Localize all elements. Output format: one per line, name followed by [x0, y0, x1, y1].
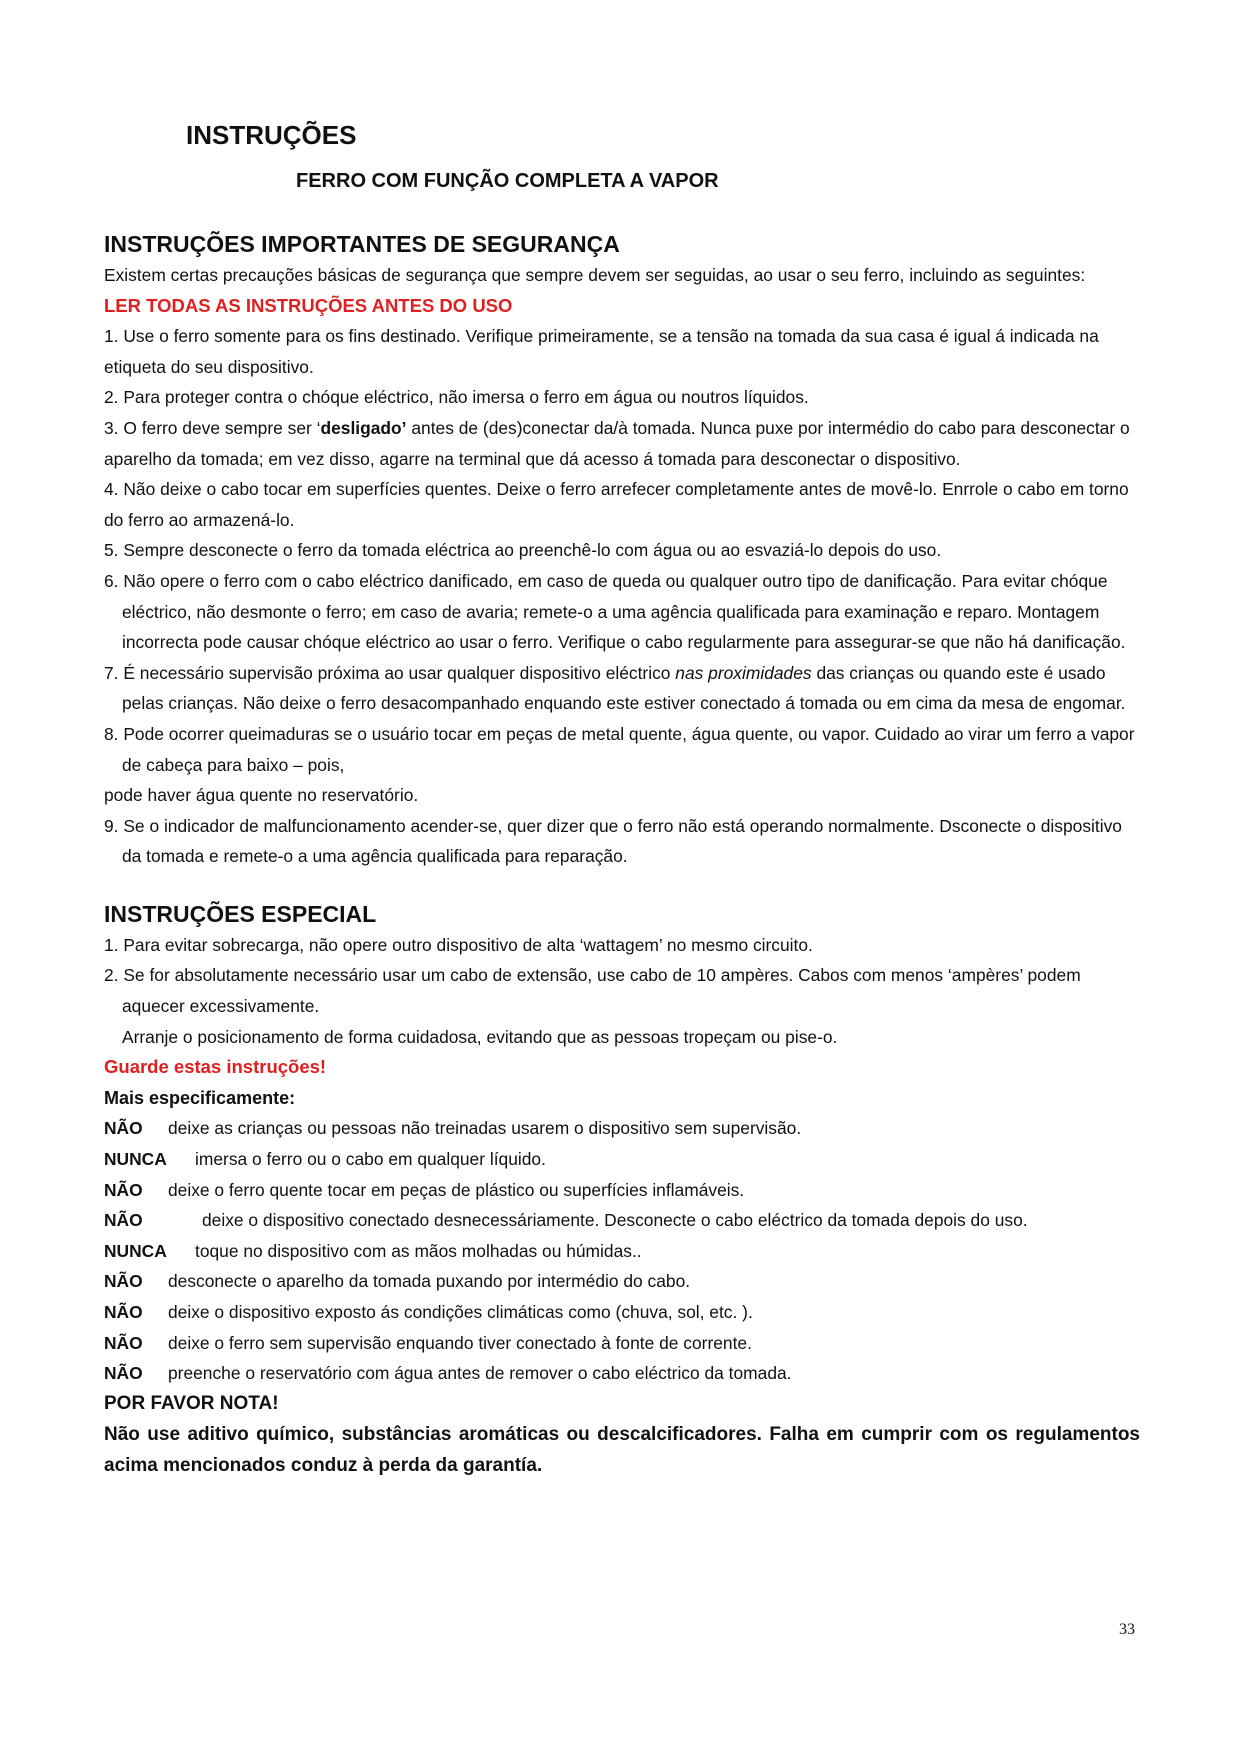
warning-keyword: NÃO [104, 1332, 143, 1353]
safety-item-4: 4. Não deixe o cabo tocar em superfícies quentes. Deixe o ferro arrefecer completamente antes de movê-lo. Enrrole o cabo em torno do ferro ao armazená-lo. [104, 479, 1129, 530]
more-specifically-label: Mais especificamente: [104, 1087, 296, 1108]
warning-keyword: NÃO [104, 1302, 143, 1322]
safety-item-5: 5. Sempre desconecte o ferro da tomada eléctrica ao preenchê-lo com água ou ao esvaziá-lo depois do uso. [104, 540, 942, 561]
warning-text: imersa o ferro ou o cabo em qualquer líquido. [195, 1149, 546, 1170]
safety-item-7-start: 7. É necessário supervisão próxima ao usar qualquer dispositivo eléctrico [104, 662, 676, 683]
warning-row [104, 1358, 1140, 1389]
special-item-1: 1. Para evitar sobrecarga, não opere outro dispositivo de alta ‘wattagem’ no mesmo circuito. [104, 934, 813, 955]
read-all-warning: LER TODAS AS INSTRUÇÕES ANTES DO USO [104, 294, 513, 316]
safety-item-7-end: das crianças ou quando este é usado pelas crianças. Não deixe o ferro desacompanhado enquando este estiver conectado á tomada ou em cima da mesa de engomar. [122, 662, 1126, 714]
safety-item-3-start: 3. O ferro deve sempre ser ‘ [104, 417, 321, 438]
safety-item-1: 1. Use o ferro somente para os fins destinado. Verifique primeiramente, se a tensão na tomada da sua casa é igual á indicada na etiqueta do seu dispositivo. [104, 326, 1099, 377]
warning-row [104, 1236, 1140, 1267]
warning-keyword: NÃO [104, 1210, 143, 1231]
page-subtitle: FERRO COM FUNÇÃO COMPLETA A VAPOR [296, 170, 719, 192]
safety-item-7-italic: nas proximidades [675, 662, 812, 683]
special-item-2: 2. Se for absolutamente necessário usar um cabo de extensão, use cabo de 10 ampères. Cabos com menos ‘ampères’ podem aquecer excessivamente. [104, 965, 1081, 1017]
warning-text: deixe o ferro sem supervisão enquando tiver conectado à fonte de corrente. [168, 1332, 752, 1353]
special-item-2-continuation: Arranje o posicionamento de forma cuidadosa, evitando que as pessoas tropeçam ou pise-o. [122, 1026, 838, 1047]
warning-row [104, 1175, 1140, 1206]
warning-row [104, 1205, 1140, 1236]
safety-item-3-bold: desligado’ [320, 417, 407, 438]
section-gap [104, 872, 1140, 898]
warning-row [104, 1144, 1140, 1175]
warning-text: toque no dispositivo com as mãos molhadas ou húmidas.. [195, 1240, 642, 1261]
page-number: 33 [1119, 1621, 1135, 1638]
safety-item-3-end: antes de (des)conectar da/à tomada. Nunca puxe por intermédio do cabo para desconectar o aparelho da tomada; em vez disso, agarre na terminal que dá acesso á tomada para desconectar o dispositivo. [104, 417, 1130, 469]
please-note-heading: POR FAVOR NOTA! [104, 1392, 279, 1414]
safety-item-9: 9. Se o indicador de malfuncionamento acender-se, quer dizer que o ferro não está operando normalmente. Dsconecte o dispositivo da tomada e remete-o a uma agência qualificada para reparação. [104, 815, 1122, 867]
warning-row [104, 1266, 1140, 1297]
warning-keyword: NÃO [104, 1118, 143, 1139]
safety-item-2: 2. Para proteger contra o chóque eléctrico, não imersa o ferro em água ou noutros líquidos. [104, 387, 809, 408]
warning-text: deixe as crianças ou pessoas não treinadas usarem o dispositivo sem supervisão. [168, 1118, 802, 1139]
warning-keyword: NÃO [104, 1271, 143, 1292]
document-body [104, 228, 1140, 1481]
warning-text: preenche o reservatório com água antes de remover o cabo eléctrico da tomada. [168, 1363, 792, 1384]
safety-item-6: 6. Não opere o ferro com o cabo eléctrico danificado, em caso de queda ou qualquer outro tipo de danificação. Para evitar chóque eléctrico, não desmonte o ferro; em caso de avaria; remete-o a uma agência qualificada para examinação e reparo. Montagem incorrecta pode causar chóque eléctrico ao usar o ferro. Verifique o cabo regularmente para assegurar-se que não há danificação. [104, 570, 1126, 653]
warning-text: deixe o ferro quente tocar em peças de plástico ou superfícies inflamáveis. [168, 1179, 745, 1200]
safety-item-8-continuation: pode haver água quente no reservatório. [104, 785, 419, 806]
warranty-notice: Não use aditivo químico, substâncias aromáticas ou descalcificadores. Falha em cumprir com os regulamentos acima mencionados conduz à perda da garantía. [104, 1424, 1140, 1477]
warning-keyword: NUNCA [104, 1149, 167, 1170]
warning-text: desconecte o aparelho da tomada puxando por intermédio do cabo. [168, 1271, 691, 1292]
warning-text: deixe o dispositivo exposto ás condições climáticas como (chuva, sol, etc. ). [168, 1302, 753, 1322]
warning-row [104, 1113, 1140, 1144]
safety-item-8: 8. Pode ocorrer queimaduras se o usuário tocar em peças de metal quente, água quente, ou vapor. Cuidado ao virar um ferro a vapor de cabeça para baixo – pois, [104, 723, 1135, 775]
safety-item-3 [104, 413, 1140, 474]
warning-text: deixe o dispositivo conectado desnecessáriamente. Desconecte o cabo eléctrico da tomada depois do uso. [202, 1210, 1028, 1231]
warning-keyword: NÃO [104, 1179, 143, 1200]
warning-keyword: NUNCA [104, 1240, 167, 1261]
special-heading: INSTRUÇÕES ESPECIAL [104, 900, 377, 927]
warning-row [104, 1297, 1140, 1328]
safety-item-7 [104, 658, 1140, 719]
safety-intro: Existem certas precauções básicas de segurança que sempre devem ser seguidas, ao usar o seu ferro, incluindo as seguintes: [104, 265, 1086, 285]
warning-row [104, 1328, 1140, 1359]
page-title: INSTRUÇÕES [186, 120, 357, 150]
warning-keyword: NÃO [104, 1363, 143, 1384]
keep-instructions: Guarde estas instruções! [104, 1056, 327, 1078]
safety-heading: INSTRUÇÕES IMPORTANTES DE SEGURANÇA [104, 231, 620, 257]
